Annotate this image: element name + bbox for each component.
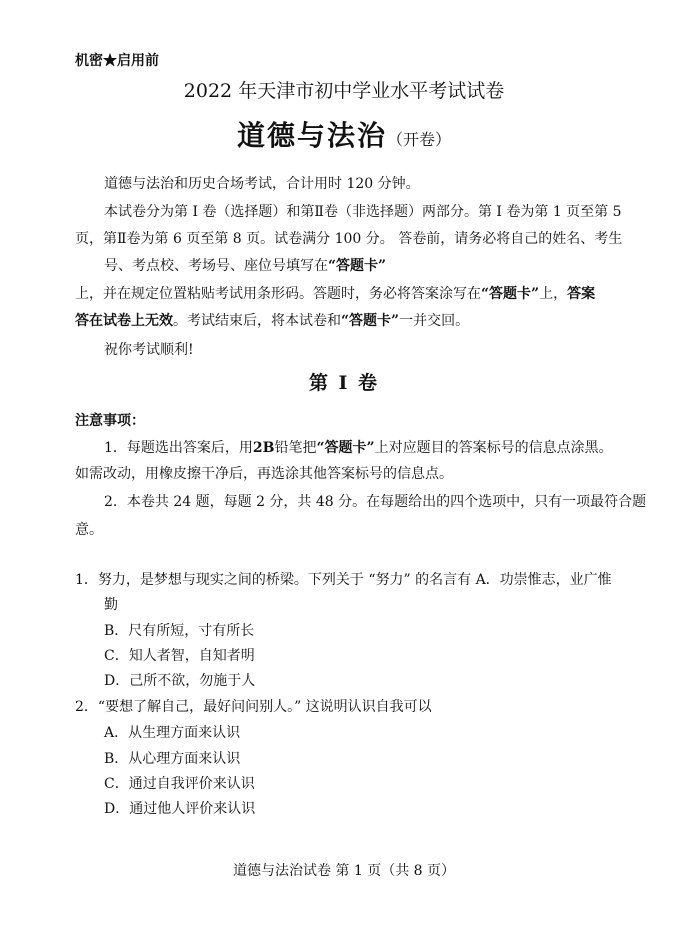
notice-item-1-end: 上对应题目的答案标号的信息点涂黑。 <box>374 440 613 456</box>
answer-card-term: “答题卡” <box>328 258 387 274</box>
notice-item-2: 2．本卷共 24 题，每题 2 分，共 48 分。在每题给出的四个选项中，只有一项最符合题 <box>104 494 647 510</box>
question-1-stem: 1．努力，是梦想与现实之间的桥梁。下列关于 “努力” 的名言有 A．功崇惟志，业广惟 <box>75 572 612 588</box>
question-2-option-a: A．从生理方面来认识 <box>104 725 241 741</box>
intro-line-6-end: 一并交回。 <box>399 313 470 329</box>
subject-note: （开卷） <box>387 130 452 149</box>
notice-item-1-line-2: 如需改动，用橡皮擦干净后，再选涂其他答案标号的信息点。 <box>75 466 453 482</box>
notice-item-2-line-2: 意。 <box>75 522 103 538</box>
intro-line-1: 道德与法治和历史合场考试，合计用时 120 分钟。 <box>104 176 420 192</box>
intro-line-4-text: 号、考点校、考场号、座位号填写在 <box>104 258 328 274</box>
intro-line-5-mid: 上， <box>539 286 568 302</box>
page-footer: 道德与法治试卷 第 1 页（共 8 页） <box>232 863 456 879</box>
question-2-option-d: D．通过他人评价来认识 <box>104 801 256 817</box>
volume-title: 第 I 卷 <box>308 372 380 394</box>
question-2-option-c: C．通过自我评价来认识 <box>104 776 255 792</box>
notice-item-1-mid: 铅笔把 <box>274 440 317 456</box>
answer-card-term: “答题卡” <box>481 286 540 302</box>
notice-item-1-text: 1．每题选出答案后，用 <box>104 440 253 456</box>
question-2-stem: 2．“要想了解自己，最好问问别人。” 这说明认识自我可以 <box>75 699 432 715</box>
subject-title <box>0 114 688 154</box>
question-1-stem-cont: 勤 <box>104 597 118 613</box>
question-1-option-d: D．己所不欲，勿施于人 <box>104 673 256 689</box>
exam-title: 2022 年天津市初中学业水平考试试卷 <box>183 80 505 102</box>
answer-invalid-start: 答案 <box>567 286 596 302</box>
notice-heading: 注意事项： <box>75 413 145 429</box>
intro-line-5 <box>75 284 595 304</box>
question-1-option-c: C．知人者智，自知者明 <box>104 648 255 664</box>
answer-card-term: “答题卡” <box>316 440 375 456</box>
pencil-type: 2B <box>252 440 275 456</box>
intro-line-3: 页，第Ⅱ卷为第 6 页至第 8 页。试卷满分 100 分。 答卷前，请务必将自己的姓名、考生 <box>75 231 623 247</box>
notice-item-1 <box>104 438 613 458</box>
intro-line-6-text: 。考试结束后，将本试卷和 <box>173 313 341 329</box>
question-1-option-b: B．尺有所短，寸有所长 <box>104 623 255 639</box>
confidential-label: 机密★启用前 <box>75 53 159 69</box>
intro-line-6 <box>75 311 469 331</box>
question-2-option-b: B．从心理方面来认识 <box>104 751 241 767</box>
answer-card-term: “答题卡” <box>341 313 400 329</box>
subject-name: 道德与法治 <box>236 119 387 152</box>
intro-line-4 <box>104 256 386 276</box>
intro-line-2: 本试卷分为第 I 卷（选择题）和第Ⅱ卷（非选择题）两部分。第 I 卷为第 1 页至第 5 <box>104 204 622 220</box>
answer-invalid-end: 答在试卷上无效 <box>75 313 173 329</box>
good-luck-text: 祝你考试顺利! <box>104 342 194 358</box>
intro-line-5-text: 上，并在规定位置粘贴考试用条形码。答题时，务必将答案涂写在 <box>75 286 481 302</box>
